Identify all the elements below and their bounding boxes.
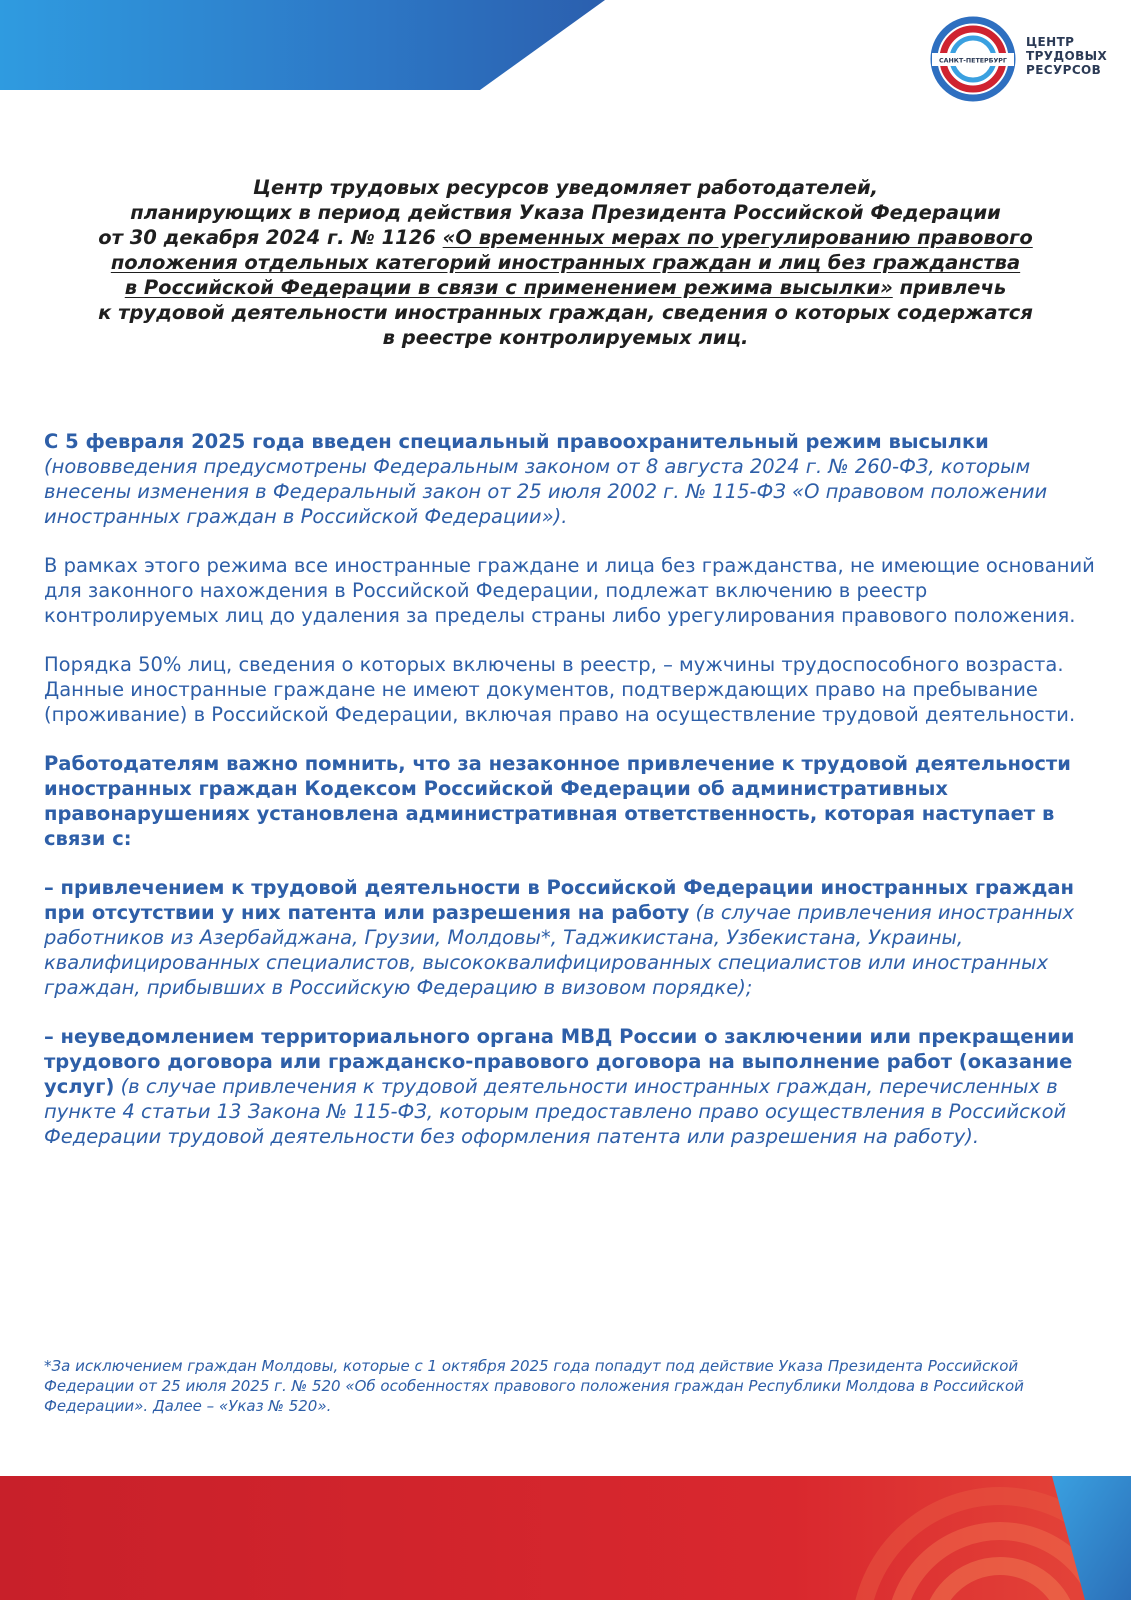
header-line [40,275,1091,300]
logo-line: РЕСУРСОВ [1026,63,1102,77]
header-line: планирующих в период действия Указа Президента Российской Федерации [130,201,1001,224]
decree-title-link: в Российской Федерации в связи с применением режима высылки» [124,276,893,299]
logo-city: САНКТ-ПЕТЕРБУРГ [939,57,1007,65]
logo-emblem-icon [930,16,1020,102]
bottom-banner [0,1476,1131,1600]
logo-line: ТРУДОВЫХ [1026,49,1108,63]
paragraph-bold: Работодателям важно помнить, что за незаконное привлечение к трудовой деятельности иностранных граждан Кодексом Российской Федерации об административных правонарушениях установлена административная ответственность, которая наступает в связи с: [44,752,1071,850]
decree-title-link: положения отдельных категорий иностранных граждан и лиц без гражданства [110,251,1021,274]
list-item-notification [44,1024,1104,1149]
paragraph-italic: (нововведения предусмотрены Федеральным законом от 8 августа 2024 г. № 260-ФЗ, которым внесены изменения в Федеральный закон от 25 июля 2002 г. № 115-ФЗ «О правовом положении иностранных граждан в Российской Федерации»). [44,455,1048,528]
header-line: к трудовой деятельности иностранных граждан, сведения о которых содержатся [98,301,1033,324]
notice-header [40,175,1091,350]
footnote: *За исключением граждан Молдовы, которые с 1 октября 2025 года попадут под действие Указа Президента Российской Федерации от 25 июля 2025 г. № 520 «Об особенностях правового положения граждан Республики Молдова в Российской Федерации». Далее – «Указ № 520». [44,1357,1024,1415]
paragraph-regime [44,429,1104,529]
list-item-patent [44,875,1104,1000]
header-line: Центр трудовых ресурсов уведомляет работодателей, [252,176,879,199]
paragraph-registry: В рамках этого режима все иностранные граждане и лица без гражданства, не имеющие оснований для законного нахождения в Российской Федерации, подлежат включению в реестр контролируемых лиц до удаления за пределы страны либо урегулирования правового положения. [44,554,1095,627]
paragraph-bold: – неуведомлением территориального органа МВД России о заключении или прекращении трудового договора или гражданско-правового договора на выполнение работ (оказание услуг) [44,1025,1075,1098]
paragraph-italic: (в случае привлечения к трудовой деятельности иностранных граждан, перечисленных в пункте 4 статьи 13 Закона № 115-ФЗ, которым предоставлено право осуществления в Российской Федерации трудовой деятельности без оформления патента или разрешения на работу). [44,1075,1067,1148]
header-line [40,225,1091,250]
header-text: от 30 декабря 2024 г. № 1126 [98,226,443,249]
logo-line: ЦЕНТР [1026,35,1075,49]
decree-title-link: «О временных мерах по урегулированию правового [442,226,1033,249]
paragraph-responsibility [44,751,1104,851]
header-text: привлечь [892,276,1007,299]
header-line: в реестре контролируемых лиц. [382,326,749,349]
paragraph-bold: – привлечением к трудовой деятельности в Российской Федерации иностранных граждан при отсутствии у них патента или разрешения на работу [44,876,1075,924]
organization-logo [930,16,1108,102]
header-line [40,250,1091,275]
main-content [44,429,1104,1173]
paragraph-italic: (в случае привлечения иностранных работников из Азербайджана, Грузии, Молдовы*, Таджикистана, Узбекистана, Украины, квалифицированных специалистов, высококвалифицированных специалистов или иностранных граждан, прибывших в Российскую Федерацию в визовом порядке); [44,901,1075,999]
paragraph-bold: С 5 февраля 2025 года введен специальный правоохранительный режим высылки [44,430,989,453]
top-banner [0,0,605,90]
paragraph-statistics: Порядка 50% лиц, сведения о которых включены в реестр, – мужчины трудоспособного возраста. Данные иностранные граждане не имеют документов, подтверждающих право на пребывание (проживание) в Российской Федерации, включая право на осуществление трудовой деятельности. [44,653,1076,726]
logo-text [1026,35,1107,77]
